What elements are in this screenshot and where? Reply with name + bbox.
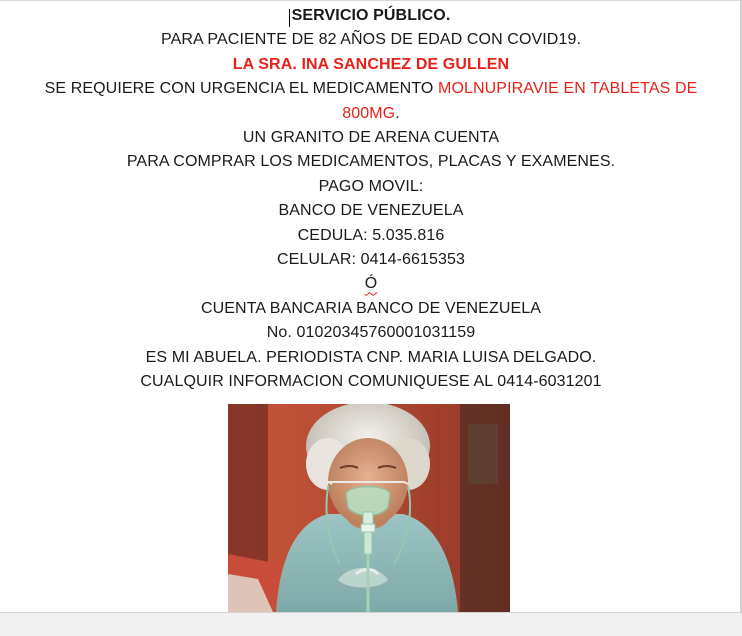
text-cursor [289, 9, 290, 27]
spellcheck-word[interactable]: Ó [364, 275, 378, 293]
doc-line-dosage [0, 102, 742, 126]
medication-name-text: MOLNUPIRAVIE EN TABLETAS DE [438, 80, 698, 98]
doc-line-account-bank: CUENTA BANCARIA BANCO DE VENEZUELA [200, 299, 542, 317]
medication-intro-text: SE REQUIERE CON URGENCIA EL MEDICAMENTO [44, 80, 439, 98]
doc-line-medication [0, 77, 742, 101]
status-bar [0, 612, 742, 636]
doc-line-title [0, 4, 742, 28]
dosage-period: . [395, 104, 400, 122]
doc-line-pago-movil: PAGO MOVIL: [318, 177, 424, 195]
doc-line-cedula: CEDULA: 5.035.816 [297, 226, 445, 244]
doc-line-bank: BANCO DE VENEZUELA [278, 202, 464, 220]
doc-line-celular: CELULAR: 0414-6615353 [276, 251, 465, 269]
dosage-text: 800MG [342, 104, 396, 122]
top-divider [0, 0, 742, 1]
document-body[interactable] [0, 4, 742, 395]
doc-line-granito: UN GRANITO DE ARENA CUENTA [242, 129, 500, 147]
patient-photo[interactable] [228, 404, 510, 612]
doc-line-patient: PARA PACIENTE DE 82 AÑOS DE EDAD CON COVID19. [160, 31, 582, 49]
doc-line-account-number: No. 01020345760001031159 [266, 324, 476, 342]
doc-line-patient-name: LA SRA. INA SANCHEZ DE GULLEN [232, 55, 510, 73]
doc-line-grandmother: ES MI ABUELA. PERIODISTA CNP. MARIA LUISA DELGADO. [145, 348, 597, 366]
doc-line-or [0, 272, 742, 296]
patient-photo-illustration [228, 404, 510, 612]
title-text: SERVICIO PÚBLICO. [291, 7, 451, 24]
doc-line-contact: CUALQUIR INFORMACION COMUNIQUESE AL 0414-6031201 [140, 373, 602, 391]
doc-line-purpose: PARA COMPRAR LOS MEDICAMENTOS, PLACAS Y EXAMENES. [126, 153, 616, 171]
